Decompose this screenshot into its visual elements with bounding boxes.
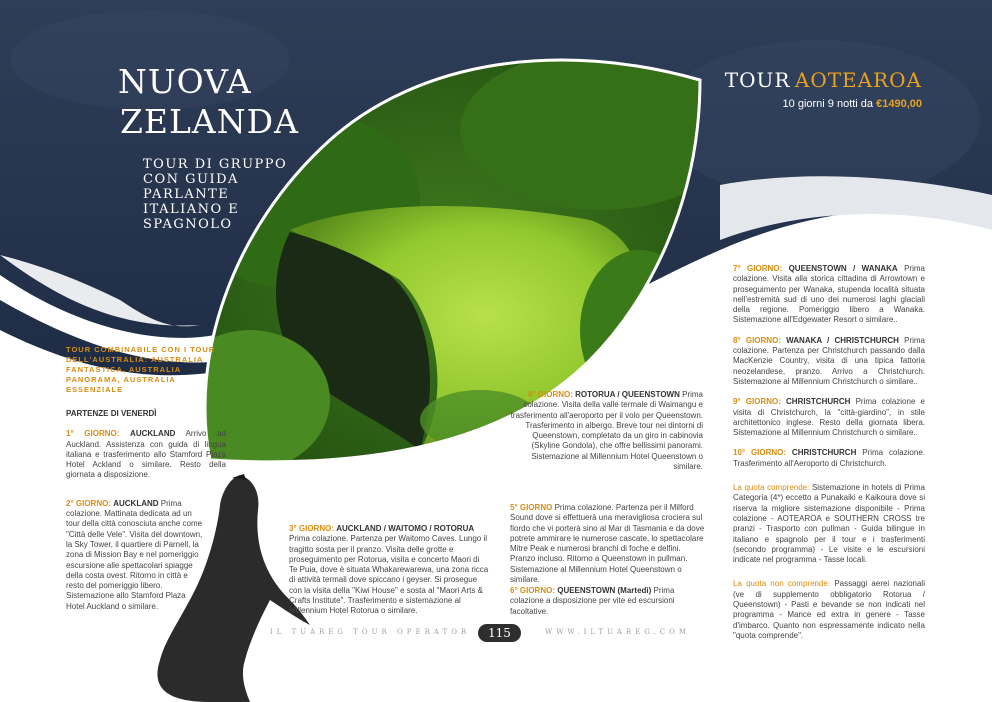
subtitle-line: ITALIANO E xyxy=(143,202,240,217)
subtitle-line: CON GUIDA xyxy=(143,172,239,187)
tour-name-1: TOUR xyxy=(724,68,791,92)
page-title xyxy=(118,62,299,142)
day-label: 3° GIORNO: xyxy=(289,524,334,533)
includes-text: Sistemazione in hotels di Prima Categoria (4*) eccetto a Punakaiki e Kaikoura dove si riserva la migliore sistemazione disponibile - Prima colazione - AOTEAROA e SOUTHERN CROSS tre pranzi - Trasporto con pullman - Guida bilingue in italiano e spagnolo per il tour e i trasferimenti (secondo programma) - Le visite e le escursioni indicate nel programma - Tasse locali. xyxy=(733,483,925,565)
day-place: AUCKLAND xyxy=(113,498,159,508)
day-label: 2° GIORNO: xyxy=(66,498,111,508)
day-place: AUCKLAND / WAITOMO / ROTORUA xyxy=(336,524,475,533)
price-excludes xyxy=(733,579,925,641)
price-includes xyxy=(733,483,925,565)
page-number: 115 xyxy=(478,624,521,642)
day-text: Prima colazione a disposizione per vite ed escursioni facoltative. xyxy=(510,586,675,616)
day-place: CHRISTCHURCH xyxy=(791,448,857,458)
right-column xyxy=(733,256,925,649)
tour-price-line xyxy=(700,98,922,110)
day-label: 8° GIORNO: xyxy=(733,335,781,345)
includes-label: La quota comprende: xyxy=(733,483,810,493)
day-1 xyxy=(66,429,226,480)
subtitle-line: SPAGNOLO xyxy=(143,217,233,232)
day-label: 4° GIORNO: xyxy=(527,390,573,399)
day-text: Prima colazione. Partenza per il Milford Sound dove si effettuerà una meravigliosa crociera sul fiordo che vi porterà sino al Mar di Tasmania e da dove potrete ammirare le numerose cascate, lo spettacolare Mitre Peak e numerosi branchi di foche e delfini. Pranzo incluso. Ritorno a Queenstown in pullman. Sistemazione al Millennium Hotel Queenstown o similare. xyxy=(510,503,705,585)
day-3 xyxy=(289,524,489,617)
subtitle xyxy=(143,157,293,232)
day-4 xyxy=(508,390,703,472)
day-place: CHRISTCHURCH xyxy=(786,397,851,407)
day-label: 5° GIORNO xyxy=(510,503,553,512)
day-place: AUCKLAND xyxy=(130,429,176,439)
day-text: Prima colazione. Partenza per Christchurch passando dalla MacKenzie Country, visita di una tipica fattoria neozelandese, pranzo. Arrivo a Christchurch. Sistemazione al Millennium Christchurch o similare.. xyxy=(733,335,925,386)
duration: 10 giorni 9 notti da xyxy=(782,98,874,110)
day-place: QUEENSTOWN (Martedì) xyxy=(557,586,652,595)
excludes-text: Passaggi aerei nazionali (ve di supplemento obbligatorio Rotorua / Queenstown) - Pasti e bevande se non indicati nel programma - Mance ed extra in genere - Tasse d'imbarco. Quanto non espressamente indicato nella "quota comprende". xyxy=(733,579,925,640)
day-8 xyxy=(733,336,925,387)
subtitle-line: PARLANTE xyxy=(143,187,230,202)
title-line-1: NUOVA xyxy=(118,62,252,101)
left-column xyxy=(66,345,226,620)
day-5 xyxy=(510,503,705,585)
footer-publisher: IL TUAREG TOUR OPERATOR xyxy=(270,628,471,636)
tour-title xyxy=(700,68,922,92)
combinable-note: TOUR COMBINABILE CON I TOUR DELL'AUSTRALIA: AUSTRALIA FANTASTICA, AUSTRALIA PANORAMA, AUSTRALIA ESSENZIALE xyxy=(66,345,216,394)
day-text: Prima colazione. Partenza per Waitomo Caves. Lungo il tragitto sosta per il pranzo. Visita delle grotte e proseguimento per Rotorua, visita e concerto Maori di Te Puia, dove è situata Whakarewarewa, una zona ricca di attività termali dove spiccano i geyser. Si prosegue con la visita della "Kiwi House" e sosta al "Maori Arts & Crafts Institute". Trasferimento e sistemazione al Millennium Hotel Rotorua o similare. xyxy=(289,534,489,616)
day-text: Arrivo ad Auckland. Assistenza con guida di lingua italiana e trasferimento allo Stamford Plaza Hotel Ackland o similare. Resto della giornata a disposizione. xyxy=(66,429,227,480)
subtitle-line: TOUR DI GRUPPO xyxy=(143,157,288,172)
day-text: Prima colazione. Visita alla storica cittadina di Arrowtown e proseguimento per Wanaka, stupenda località situata nell'estremità sud di uno dei numerosi laghi glaciali della regione. Pomeriggio libero a Wanaka. Sistemazione all'Edgewater Resort o similare.. xyxy=(733,264,925,325)
departures: PARTENZE DI VENERDÌ xyxy=(66,409,157,418)
day-label: 6° GIORNO: xyxy=(510,586,555,595)
day-label: 10° GIORNO: xyxy=(733,448,787,458)
day-place: QUEENSTOWN / WANAKA xyxy=(788,264,898,273)
day-10 xyxy=(733,448,925,469)
day-label: 1° GIORNO: xyxy=(66,429,120,439)
day-text: Prima colazione. Visita della valle termale di Waimangu e trasferimento all'aeroporto per il volo per Queenstown. Trasferimento in albergo. Breve tour nei dintorni di Queenstown, completato da un giro in cabinovia (Skyline Gondola), che offre bellissimi panorami. Sistemazione al Millennium Hotel Queenstown o similare. xyxy=(510,390,703,472)
day-label: 9° GIORNO: xyxy=(733,397,781,407)
footer-website[interactable]: WWW.ILTUAREG.COM xyxy=(545,628,691,636)
day-6 xyxy=(510,586,705,617)
day-9 xyxy=(733,397,925,438)
price: €1490,00 xyxy=(876,98,922,110)
day-7 xyxy=(733,264,925,326)
tour-name-2: AOTEAROA xyxy=(794,68,922,92)
day-text: Prima colazione e visita di Christchurch, la "città-giardino", in stile architettonico inglese. Resto della giornata libera. Sistemazione al Millennium Christchurch o similare.. xyxy=(733,397,925,438)
day-2 xyxy=(66,499,206,612)
day-text: Prima colazione. Mattinata dedicata ad un tour della città conosciuta anche come "Città delle Vele". Visita del downtown, la Sky Tower, il quartiere di Parnell, la zona di Mission Bay e nel pomeriggio escursione alle spettacolari spiagge della costa ovest. Ritorno in città e resto del pomeriggio libero. Sistemazione allo Stamford Plaza Hotel Auckland o similare. xyxy=(66,498,203,611)
day-place: ROTORUA / QUEENSTOWN xyxy=(575,390,680,399)
day-label: 7° GIORNO: xyxy=(733,264,783,273)
day-text: Prima colazione. Trasferimento all'Aeroporto di Christchurch. xyxy=(733,448,925,468)
title-line-2: ZELANDA xyxy=(120,102,299,141)
day-place: WANAKA / CHRISTCHURCH xyxy=(786,335,899,345)
excludes-label: La quota non comprende: xyxy=(733,579,831,589)
